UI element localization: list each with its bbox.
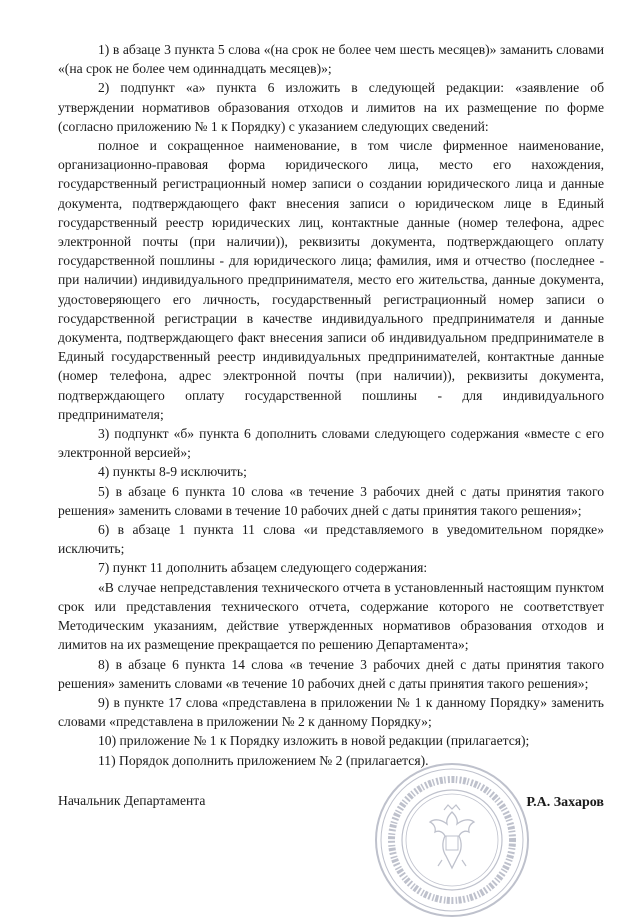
signatory-position: Начальник Департамента	[58, 793, 206, 808]
signature-block	[58, 793, 604, 817]
paragraph-7: 6) в абзаце 1 пункта 11 слова «и представляемого в уведомительном порядке» исключить;	[58, 522, 604, 557]
paragraph-1: 1) в абзаце 3 пункта 5 слова «(на срок не более чем шесть месяцев)» заманить словами «(на срок не более чем одиннадцать месяцев)»;	[58, 42, 604, 77]
paragraph-6: 5) в абзаце 6 пункта 10 слова «в течение 3 рабочих дней с даты принятия такого решения» заменить словами в течение 10 рабочих дней с даты принятия такого решения»;	[58, 483, 604, 518]
document-body	[58, 40, 604, 770]
paragraph-3: полное и сокращенное наименование, в том числе фирменное наименование, организационно-правовая форма юридического лица, место его нахождения, государственный регистрационный номер записи о создании юридического лица и данные документа, подтверждающего факт внесения записи о юридическом лице в Единый государственный реестр юридических лиц, контактные данные (номер телефона, адрес электронной почты (при наличии)), реквизиты документа, подтверждающего оплату государственной пошлины - для юридического лица; фамилия, имя и отчество (последнее - при наличии) индивидуального предпринимателя, место его жительства, данные документа, удостоверяющего его личность, государственный регистрационный номер записи о государственной регистрации в качестве индивидуального предпринимателя и данные документа, подтверждающего факт внесения записи об индивидуальном предпринимателе в Единый государственный реестр индивидуальных предпринимателей, контактные данные (номер телефона, адрес электронной почты (при наличии)), реквизиты документа, подтверждающего оплату государственной пошлины - для индивидуального предпринимателя;	[58, 138, 604, 422]
paragraph-10: 8) в абзаце 6 пункта 14 слова «в течение 3 рабочих дней с даты принятия такого решения» заменить словами «в течение 10 рабочих дней с даты принятия такого решения»;	[58, 656, 604, 691]
paragraph-13: 11) Порядок дополнить приложением № 2 (прилагается).	[98, 752, 429, 768]
paragraph-12: 10) приложение № 1 к Порядку изложить в новой редакции (прилагается);	[98, 733, 530, 749]
paragraph-4: 3) подпункт «б» пункта 6 дополнить словами следующего содержания «вместе с его электронной версией»;	[58, 426, 604, 461]
paragraph-11: 9) в пункте 17 слова «представлена в приложении № 1 к данному Порядку» заменить словами «представлена в приложении № 2 к данному Порядку»;	[58, 694, 604, 730]
official-seal-stamp	[372, 760, 532, 920]
paragraph-5: 4) пункты 8-9 исключить;	[98, 464, 247, 480]
signatory-name: Р.А. Захаров	[526, 795, 604, 810]
paragraph-9: «В случае непредставления технического отчета в установленный настоящим пунктом срок или представления технического отчета, содержание которого не соответствует Методическим указаниям, действие утвержденных нормативов образования отходов и лимитов на их размещение прекращается по решению Департамента»;	[58, 579, 604, 653]
paragraph-8: 7) пункт 11 дополнить абзацем следующего содержания:	[98, 560, 428, 576]
paragraph-2: 2) подпункт «а» пункта 6 изложить в следующей редакции: «заявление об утверждении нормативов образования отходов и лимитов на их размещение по форме (согласно приложению № 1 к Порядку) с указанием следующих сведений:	[58, 80, 604, 134]
